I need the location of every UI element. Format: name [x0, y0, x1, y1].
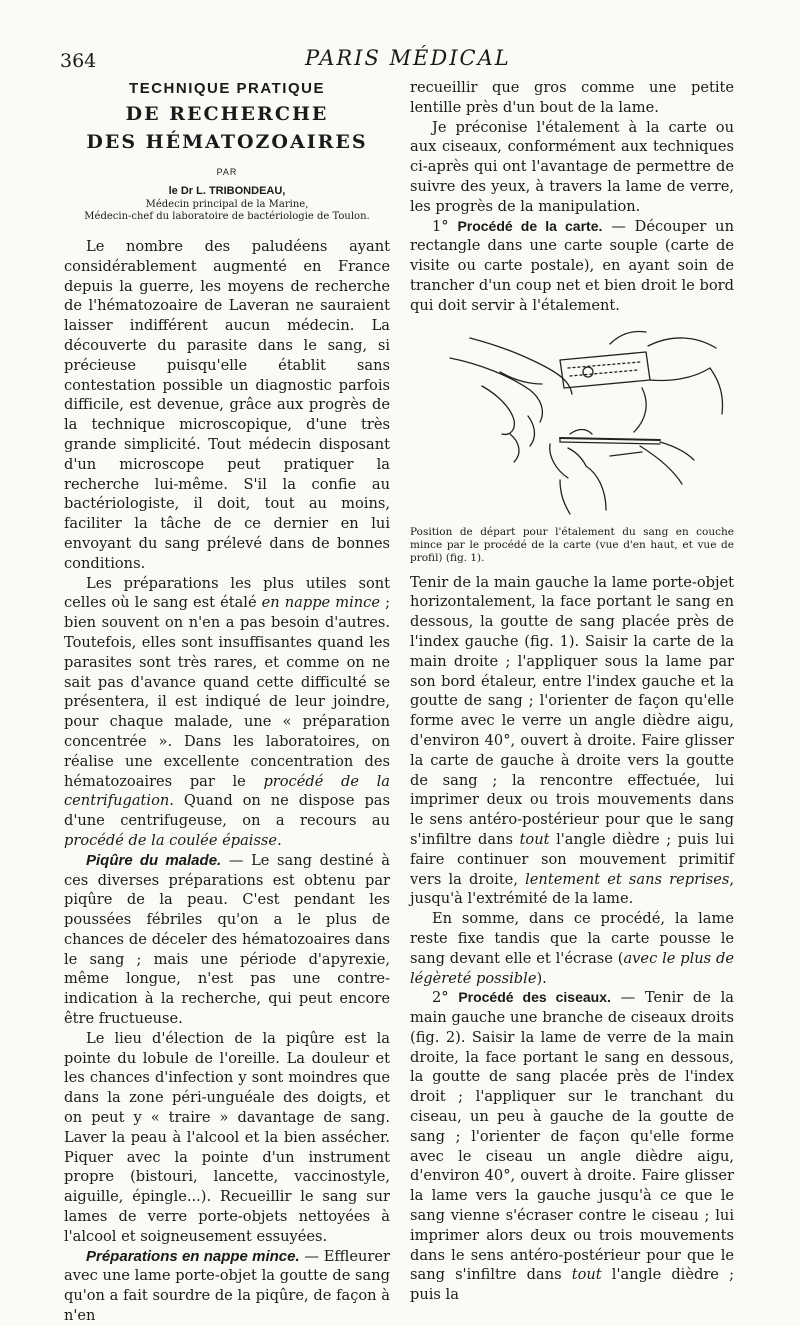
subheading-carte: Procédé de la carte. [457, 217, 603, 234]
running-title: PARIS MÉDICAL [305, 46, 511, 70]
paragraph-lieu: Le lieu d'élection de la piqûre est la pointe du lobule de l'oreille. La douleur et les chances d'infection y sont moindres que dans la zone péri-unguéale des doigts, et on peut y « traire » davantage de sang. Laver la peau à l'alcool et la bien assécher. Piquer avec la pointe d'un instrument propre (bistouri, lancette, vaccinostyle, aiguille, épingle...). Recueillir le sang sur lames de verre porte-objets nettoyées à l'alcool et soigneusement essuyées. [64, 1029, 390, 1245]
section-heading-piqure: Piqûre du malade. [86, 851, 222, 869]
page-number: 364 [60, 50, 97, 72]
left-column [64, 78, 390, 1326]
section-heading-nappe: Préparations en nappe mince. [86, 1247, 300, 1265]
byline-par: PAR [216, 167, 238, 177]
paragraph-nappe-mince: Préparations en nappe mince. — Effleurer avec une lame porte-objet la goutte de sang qu'on a fait sourdre de la piqûre, de façon à n'en [64, 1247, 391, 1325]
article-title-line1: TECHNIQUE PRATIQUE [129, 80, 325, 97]
figure-1-illustration [410, 324, 734, 520]
paragraph-carte: 1° Procédé de la carte. — Découper un rectangle dans une carte souple (carte de visite ou carte postale), en ayant soin de trancher d'un coup net et bien droit le bord qui doit servir à l'étalement. [410, 217, 734, 314]
paragraph-ciseaux: 2° Procédé des ciseaux. — Tenir de la main gauche une branche de ciseaux droits (fig. 2). Saisir la lame de verre de la main droite, la face portant le sang en dessous, la goutte de sang placée près de l'index droit ; l'appliquer sur le tranchant du ciseau, un peu à gauche de la goutte de sang ; l'orienter de façon qu'elle forme avec le ciseau un angle dièdre aigu, d'environ 40°, ouvert à droite. Faire glisser la lame vers la gauche jusqu'à ce que le sang vienne s'écraser contre le ciseau ; lui imprimer alors deux ou trois mouvements dans le sens antéro-postérieur pour que le sang s'infiltre dans tout l'angle dièdre ; puis la [410, 989, 734, 1304]
paragraph-piqure: Piqûre du malade. — Le sang destiné à ces diverses préparations est obtenu par piqûre de la peau. C'est pendant les poussées fébriles qu'on a le plus de chances de déceler des hématozoaires dans le sang ; mais une période d'apyrexie, même longue, n'est pas une contre-indication à la recherche, qui peut encore être fructueuse. [64, 851, 390, 1028]
paragraph-intro: Le nombre des paludéens ayant considérablement augmenté en France depuis la guerre, les moyens de recherche de l'hématozoaire de Laveran ne sauraient laisser indifférent aucun médecin. La découverte du parasite dans le sang, si précieuse puisqu'elle établit sans contestation possible un diagnostic parfois difficile, est devenue, grâce aux progrès de la technique microscopique, d'une très grande simplicité. Tout médecin disposant d'un microscope peut pratiquer la recherche lui-même. S'il la confie au bactériologiste, il doit, tout au moins, faciliter la tâche de ce dernier en lui envoyant du sang prélevé dans de bonnes conditions. [64, 238, 390, 572]
author-affiliation-2: Médecin-chef du laboratoire de bactériologie de Toulon. [84, 211, 370, 222]
author-name: le Dr L. TRIBONDEAU, [168, 185, 286, 197]
article-title-line3: DES HÉMATOZOAIRES [86, 131, 368, 153]
article-title-line2: DE RECHERCHE [125, 103, 329, 125]
author-affiliation-1: Médecin principal de la Marine, [145, 199, 309, 210]
right-column [410, 78, 734, 1305]
paragraph-continued: recueillir que gros comme une petite lentille près d'un bout de la lame. [410, 79, 734, 116]
paragraph-en-somme: En somme, dans ce procédé, la lame reste fixe tandis que la carte pousse le sang devant elle et l'écrase (avec le plus de légèreté possible). [410, 910, 734, 987]
figure-1-caption: Position de départ pour l'étalement du sang en couche mince par le procédé de la carte (vue d'en haut, et vue de profil) (fig. 1). [410, 525, 734, 564]
hands-holding-slide-drawing [410, 324, 734, 520]
paragraph-tenir: Tenir de la main gauche la lame porte-objet horizontalement, la face portant le sang en dessous, la goutte de sang placée près de l'index gauche (fig. 1). Saisir la carte de la main droite ; l'appliquer sous la lame par son bord étaleur, entre l'index gauche et la goutte de sang ; l'orienter de façon qu'elle forme avec le verre un angle dièdre aigu, d'environ 40°, ouvert à droite. Faire glisser la carte de gauche à droite vers la goutte de sang ; la rencontre effectuée, lui imprimer deux ou trois mouvements dans le sens antéro-postérieur pour que le sang s'infiltre dans tout l'angle dièdre ; puis lui faire continuer son mouvement primitif vers la droite, lentement et sans reprises, jusqu'à l'extrémité de la lame. [410, 573, 734, 908]
subheading-ciseaux: Procédé des ciseaux. [458, 989, 611, 1006]
paragraph-preconise: Je préconise l'étalement à la carte ou aux ciseaux, conformément aux techniques ci-après qui ont l'avantage de permettre de suivre des yeux, à travers la lame de verre, les progrès de la manipulation. [410, 118, 734, 215]
paragraph-preparations: Les préparations les plus utiles sont celles où le sang est étalé en nappe mince ; bien souvent on n'en a pas besoin d'autres. Toutefois, elles sont insuffisantes quand les parasites sont très rares, et comme on ne sait pas d'avance quand cette difficulté se présentera, il est indiqué de leur joindre, pour chaque malade, une « préparation concentrée ». Dans les laboratoires, on réalise une excellente concentration des hématozoaires par le procédé de la centrifugation. Quand on ne dispose pas d'une centrifugeuse, on a recours au procédé de la coulée épaisse. [64, 574, 390, 849]
